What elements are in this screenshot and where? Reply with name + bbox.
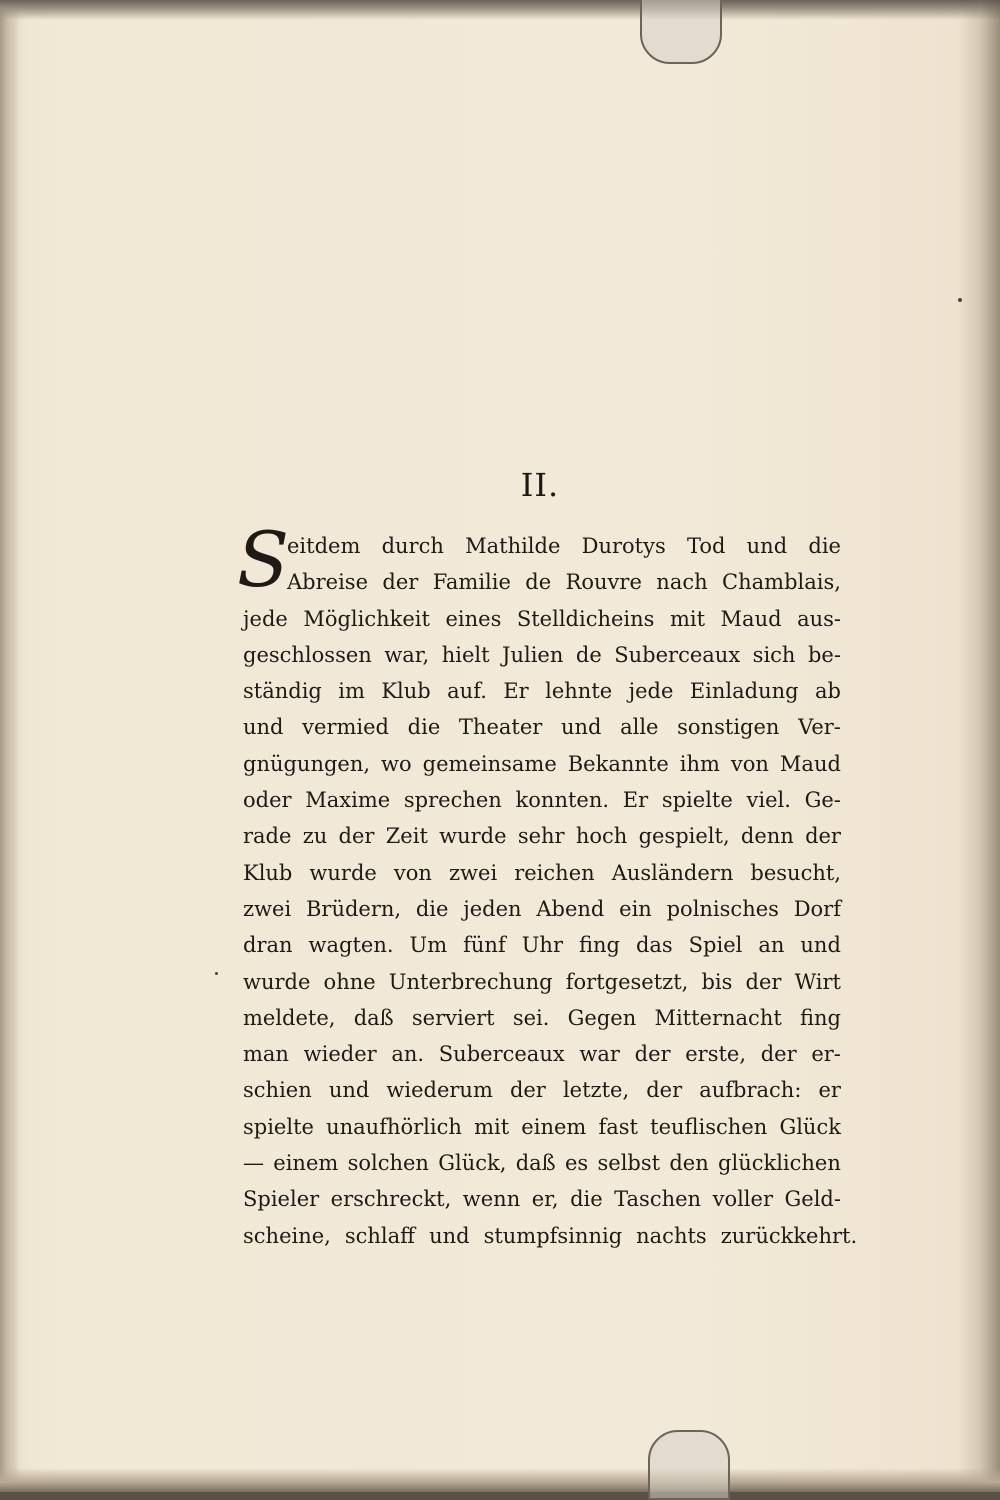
word: der	[760, 1042, 797, 1067]
word: fing	[800, 1005, 841, 1030]
word: de	[525, 570, 552, 595]
word: ihm	[679, 751, 720, 776]
word: der	[382, 570, 419, 595]
word: Glück	[779, 1114, 841, 1139]
word: Ge-	[804, 788, 841, 813]
word: der	[338, 824, 375, 849]
word: Unterbrechung	[388, 969, 553, 994]
word: mit	[474, 1114, 510, 1139]
word: einem	[521, 1114, 587, 1139]
word: sonstigen	[677, 715, 780, 740]
word: Glück,	[438, 1151, 507, 1176]
word: schien	[243, 1078, 312, 1103]
word: Dorf	[793, 896, 841, 921]
word: an	[758, 933, 785, 958]
word: rade	[243, 824, 292, 849]
word: be-	[807, 642, 841, 667]
word: fast	[598, 1114, 638, 1139]
word: der	[646, 1078, 683, 1103]
word: Spieler	[243, 1187, 320, 1212]
word: Durotys	[581, 534, 666, 558]
word: wurde	[243, 969, 311, 994]
text-line	[243, 891, 841, 927]
word: der	[745, 969, 782, 994]
word: zwei	[448, 860, 498, 885]
word: gnügungen,	[243, 751, 371, 776]
word: durch	[381, 534, 444, 558]
word: hielt	[441, 642, 490, 667]
text-line	[243, 1000, 841, 1036]
word: sich	[752, 642, 796, 667]
text-line	[243, 927, 841, 963]
word: Brüdern,	[305, 896, 402, 921]
word: Abreise	[287, 570, 368, 595]
word: de	[575, 642, 602, 667]
word: Geld-	[784, 1187, 841, 1212]
word: besucht,	[750, 860, 841, 885]
text-line	[243, 964, 841, 1000]
word: spielte	[661, 788, 733, 813]
word: daß	[515, 1151, 556, 1176]
word: dran	[243, 933, 293, 958]
text-line	[243, 601, 841, 637]
word: Suberceaux	[614, 642, 741, 667]
word: und	[746, 534, 788, 558]
word: Zeit	[385, 824, 428, 849]
text-line	[243, 1181, 841, 1217]
word: fünf	[463, 933, 506, 958]
text-line	[243, 782, 841, 818]
word: schlaff	[344, 1223, 416, 1248]
word: Theater	[458, 715, 543, 740]
word: Er	[503, 679, 529, 704]
word: scheine,	[243, 1223, 331, 1248]
word: aufbrach:	[699, 1078, 802, 1103]
word: Mathilde	[465, 534, 561, 558]
word: Gegen	[567, 1005, 637, 1030]
word: die	[570, 1187, 603, 1212]
word: war	[579, 1042, 620, 1067]
word: erschreckt,	[330, 1187, 452, 1212]
word: polnisches	[666, 896, 779, 921]
word: sehr	[517, 824, 565, 849]
word: —	[243, 1151, 264, 1176]
word: Wirt	[794, 969, 841, 994]
word: spielte	[243, 1114, 314, 1139]
text-line	[243, 709, 841, 745]
word: wagten.	[308, 933, 394, 958]
word: eitdem	[287, 534, 361, 558]
text-line	[243, 1072, 841, 1108]
word: viel.	[746, 788, 791, 813]
page-left-edge	[0, 0, 18, 1492]
page-right-edge	[960, 0, 1000, 1492]
word: letzte,	[562, 1078, 630, 1103]
page-speck	[215, 972, 218, 975]
word: der	[509, 1078, 546, 1103]
word: an.	[391, 1042, 425, 1067]
word: Ausländern	[611, 860, 734, 885]
word: Einladung	[689, 679, 799, 704]
word: Tod	[686, 534, 726, 558]
word: und	[243, 715, 284, 740]
word: einem	[273, 1151, 339, 1176]
word: das	[635, 933, 673, 958]
word: konnten.	[515, 788, 610, 813]
word: gemeinsame	[422, 751, 557, 776]
word: Er	[622, 788, 649, 813]
word: voller	[712, 1187, 773, 1212]
scanner-clip-bottom	[648, 1430, 730, 1500]
word: fing	[578, 933, 620, 958]
word: reichen	[514, 860, 595, 885]
word: Möglichkeit	[303, 606, 430, 631]
word: er	[818, 1078, 841, 1103]
word: den	[669, 1151, 709, 1176]
word: Klub	[381, 679, 431, 704]
word: von	[730, 751, 769, 776]
page-speck	[958, 298, 962, 302]
word: lehnte	[545, 679, 613, 704]
word: wurde	[439, 824, 507, 849]
word: ein	[619, 896, 652, 921]
word: zu	[302, 824, 328, 849]
word: er,	[531, 1187, 559, 1212]
word: zwei	[243, 896, 292, 921]
word: Mitternacht	[654, 1005, 782, 1030]
word: nachts	[636, 1223, 707, 1248]
text-line	[243, 818, 841, 854]
word: erste,	[685, 1042, 747, 1067]
word: und	[429, 1223, 470, 1248]
word: jeden	[463, 896, 522, 921]
word: aus-	[797, 606, 841, 631]
page-top-edge	[0, 0, 1000, 20]
text-line	[243, 673, 841, 709]
word: eines	[445, 606, 502, 631]
word: ohne	[323, 969, 376, 994]
word: nach	[656, 570, 708, 595]
body-text	[237, 515, 858, 1254]
word: denn	[740, 824, 794, 849]
word: Stelldicheins	[516, 606, 655, 631]
word: selbst	[597, 1151, 661, 1176]
word: er-	[811, 1042, 841, 1067]
word: und	[560, 715, 602, 740]
word: sprechen	[403, 788, 502, 813]
word: stumpfsinnig	[483, 1223, 623, 1248]
word: serviert	[411, 1005, 495, 1030]
text-line	[243, 1036, 841, 1072]
word: Maud	[779, 751, 841, 776]
text-line	[243, 1218, 858, 1254]
word: Abend	[536, 896, 605, 921]
word: unaufhörlich	[326, 1114, 462, 1139]
text-line	[243, 746, 841, 782]
word: teuflischen	[650, 1114, 768, 1139]
word: der	[805, 824, 841, 849]
word: daß	[353, 1005, 394, 1030]
word: mit	[669, 606, 706, 631]
word: Familie	[432, 570, 511, 595]
word: Bekannte	[567, 751, 669, 776]
word: glücklichen	[718, 1151, 841, 1176]
word: oder	[243, 788, 292, 813]
word: Maud	[720, 606, 782, 631]
word: Rouvre	[565, 570, 642, 595]
word: es	[564, 1151, 589, 1176]
scanner-clip-top	[640, 0, 722, 64]
word: Spiel	[688, 933, 743, 958]
word: fortgesetzt,	[565, 969, 689, 994]
word: Ver-	[798, 715, 841, 740]
word: ständig	[243, 679, 322, 704]
word: Taschen	[614, 1187, 702, 1212]
word: wiederum	[386, 1078, 493, 1103]
word: gespielt,	[638, 824, 730, 849]
word: zurückkehrt.	[720, 1223, 858, 1248]
word: Uhr	[521, 933, 563, 958]
word: war,	[384, 642, 430, 667]
word: vermied	[302, 715, 389, 740]
text-line	[243, 1109, 841, 1145]
word: wurde	[309, 860, 377, 885]
word: hoch	[575, 824, 628, 849]
drop-cap: S	[237, 515, 290, 604]
word: und	[800, 933, 841, 958]
word: und	[328, 1078, 370, 1103]
text-line	[243, 855, 841, 891]
word: die	[407, 715, 441, 740]
word: Chamblais,	[722, 570, 841, 595]
word: der	[634, 1042, 671, 1067]
word: Julien	[502, 642, 564, 667]
text-line	[243, 637, 841, 673]
word: jede	[628, 679, 674, 704]
word: wo	[381, 751, 412, 776]
word: Suberceaux	[438, 1042, 565, 1067]
word: sei.	[512, 1005, 550, 1030]
word: jede	[243, 606, 288, 631]
word: die	[415, 896, 449, 921]
word: ab	[815, 679, 841, 704]
word: meldete,	[243, 1005, 336, 1030]
word: Maxime	[305, 788, 391, 813]
word: solchen	[347, 1151, 429, 1176]
word: Klub	[243, 860, 293, 885]
word: geschlossen	[243, 642, 372, 667]
word: alle	[620, 715, 659, 740]
word: bis	[701, 969, 733, 994]
word: von	[393, 860, 432, 885]
word: Um	[409, 933, 448, 958]
word: wieder	[303, 1042, 377, 1067]
word: die	[808, 534, 841, 558]
word: im	[338, 679, 365, 704]
page-bottom-edge	[0, 1468, 1000, 1492]
text-line	[243, 564, 841, 600]
word: auf.	[447, 679, 487, 704]
text-line	[243, 1145, 841, 1181]
text-line	[243, 528, 841, 564]
word: man	[243, 1042, 289, 1067]
chapter-number: II.	[520, 466, 560, 504]
word: wenn	[462, 1187, 521, 1212]
